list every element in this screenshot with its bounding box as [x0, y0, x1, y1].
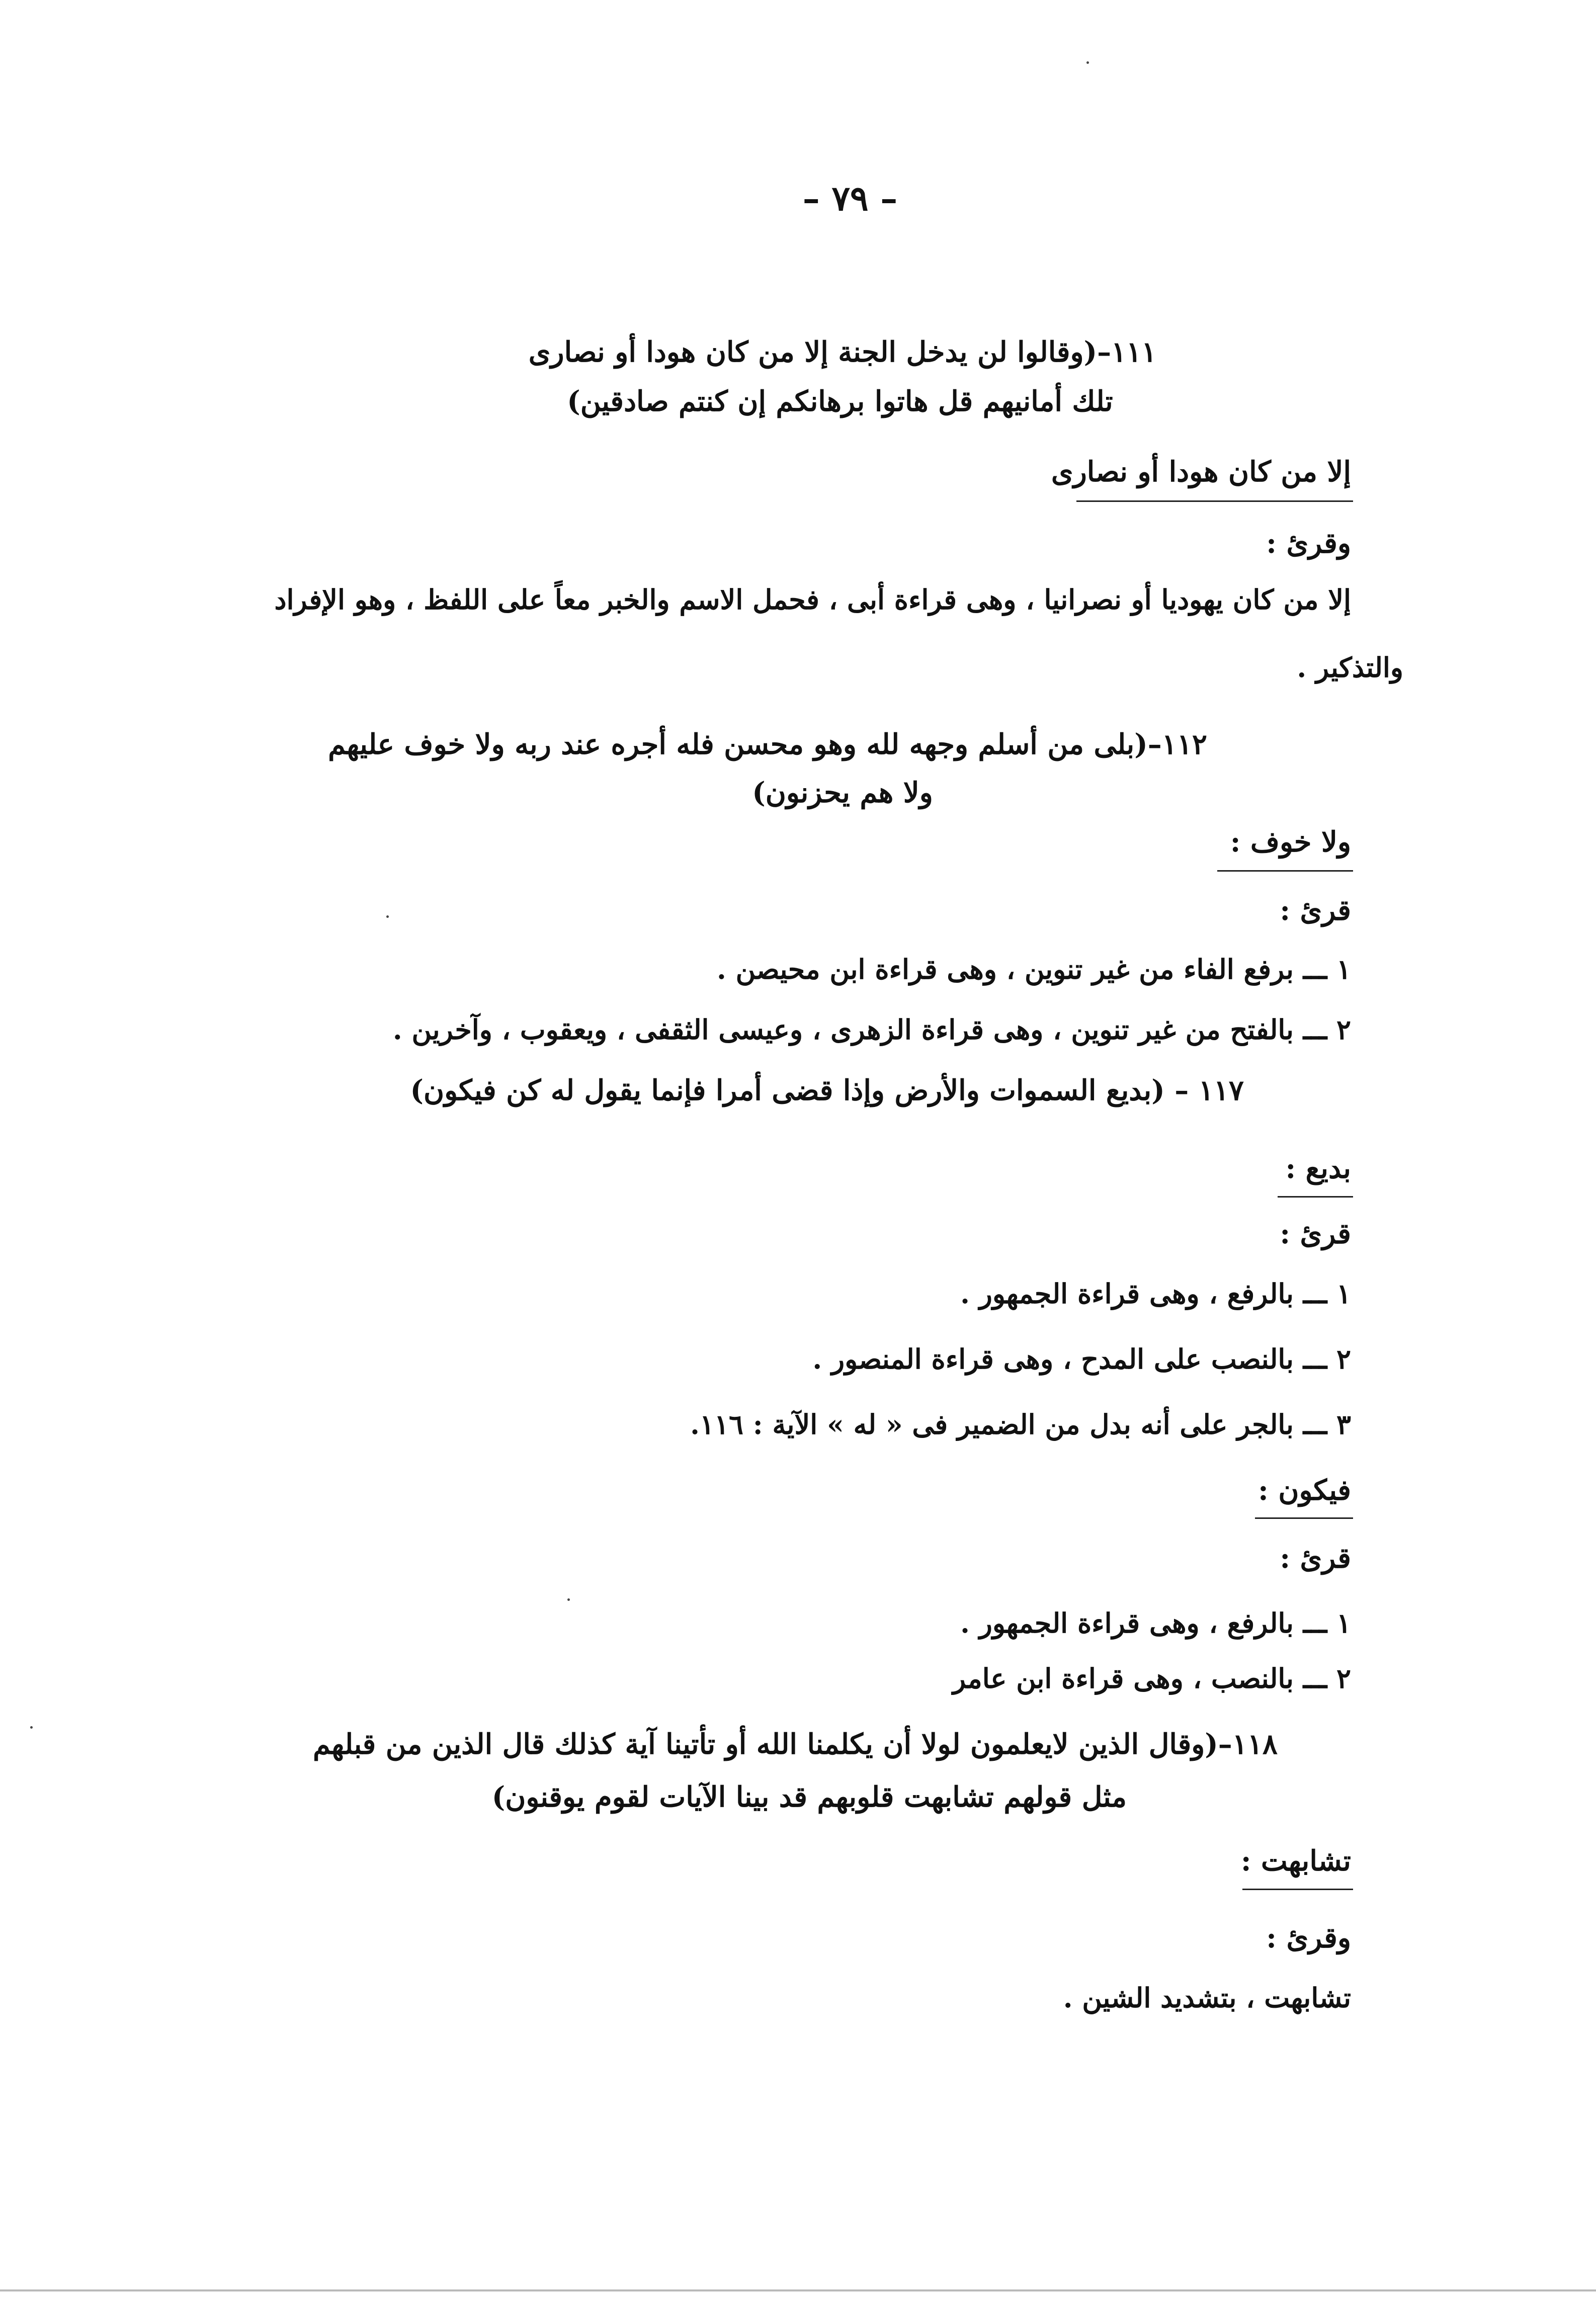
label-qurie: وقرئ : [1266, 1921, 1351, 1954]
heading-wala-khawf: ولا خوف : [1230, 825, 1351, 859]
reading-item: ٢ ـــ بالنصب على المدح ، وهى قراءة المنصور . [812, 1343, 1351, 1375]
page-bottom-border [0, 2289, 1596, 2291]
verse-118-line-2: مثل قولهم تشابهت قلوبهم قد بينا الآيات لقوم يوقنون) [491, 1780, 1127, 1814]
reading-item: ٢ ـــ بالفتح من غير تنوين ، وهى قراءة الزهرى ، وعيسى الثقفى ، ويعقوب ، وآخرين . [392, 1013, 1351, 1046]
heading-badi: بديع : [1285, 1152, 1351, 1185]
verse-111-line-2: تلك أمانيهم قل هاتوا برهانكم إن كنتم صادقين) [567, 385, 1113, 418]
reading-item: ٣ ـــ بالجر على أنه بدل من الضمير فى « له » الآية : ١١٦. [690, 1408, 1351, 1440]
verse-111-line-1: ١١١–(وقالوا لن يدخل الجنة إلا من كان هودا أو نصارى [528, 335, 1157, 369]
label-qurie: وقرئ : [1266, 527, 1351, 560]
verse-112-line-1: ١١٢–(بلى من أسلم وجهه لله وهو محسن فله أجره عند ربه ولا خوف عليهم [328, 728, 1207, 761]
heading-illa-man-kana: إلا من كان هودا أو نصارى [1051, 455, 1351, 488]
page-number: – ٧٩ – [802, 179, 898, 219]
scan-speck [1086, 61, 1089, 64]
reading-item: ١ ـــ بالرفع ، وهى قراءة الجمهور . [960, 1278, 1351, 1310]
heading-fayakun: فيكون : [1258, 1474, 1351, 1507]
reading-text-line-2: والتذكير . [1297, 651, 1403, 684]
scan-speck [567, 1598, 570, 1601]
heading-underline [1217, 870, 1353, 872]
scan-speck [386, 915, 389, 918]
reading-item: ١ ـــ بالرفع ، وهى قراءة الجمهور . [960, 1607, 1351, 1639]
heading-underline [1278, 1196, 1353, 1198]
reading-text: تشابهت ، بتشديد الشين . [1063, 1982, 1351, 2014]
verse-112-line-2: ولا هم يحزنون) [752, 776, 933, 809]
verse-117: ١١٧ – (بديع السموات والأرض وإذا قضى أمرا فإنما يقول له كن فيكون) [410, 1074, 1244, 1107]
heading-underline [1255, 1517, 1353, 1519]
scan-speck [30, 1726, 33, 1729]
verse-118-line-1: ١١٨–(وقال الذين لايعلمون لولا أن يكلمنا الله أو تأتينا آية كذلك قال الذين من قبلهم [313, 1728, 1278, 1761]
label-qurie: قرئ : [1280, 1217, 1351, 1250]
heading-tashabahat: تشابهت : [1240, 1844, 1351, 1878]
label-qurie: قرئ : [1280, 894, 1351, 927]
heading-underline [1242, 1889, 1353, 1890]
reading-text-line-1: إلا من كان يهوديا أو نصرانيا ، وهى قراءة أبى ، فحمل الاسم والخبر معاً على اللفظ ، وهو الإفراد [274, 583, 1351, 616]
reading-item: ١ ـــ برفع الفاء من غير تنوين ، وهى قراءة ابن محيصن . [716, 953, 1351, 985]
reading-item: ٢ ـــ بالنصب ، وهى قراءة ابن عامر [953, 1662, 1351, 1694]
heading-underline [1076, 500, 1353, 502]
label-qurie: قرئ : [1280, 1542, 1351, 1575]
